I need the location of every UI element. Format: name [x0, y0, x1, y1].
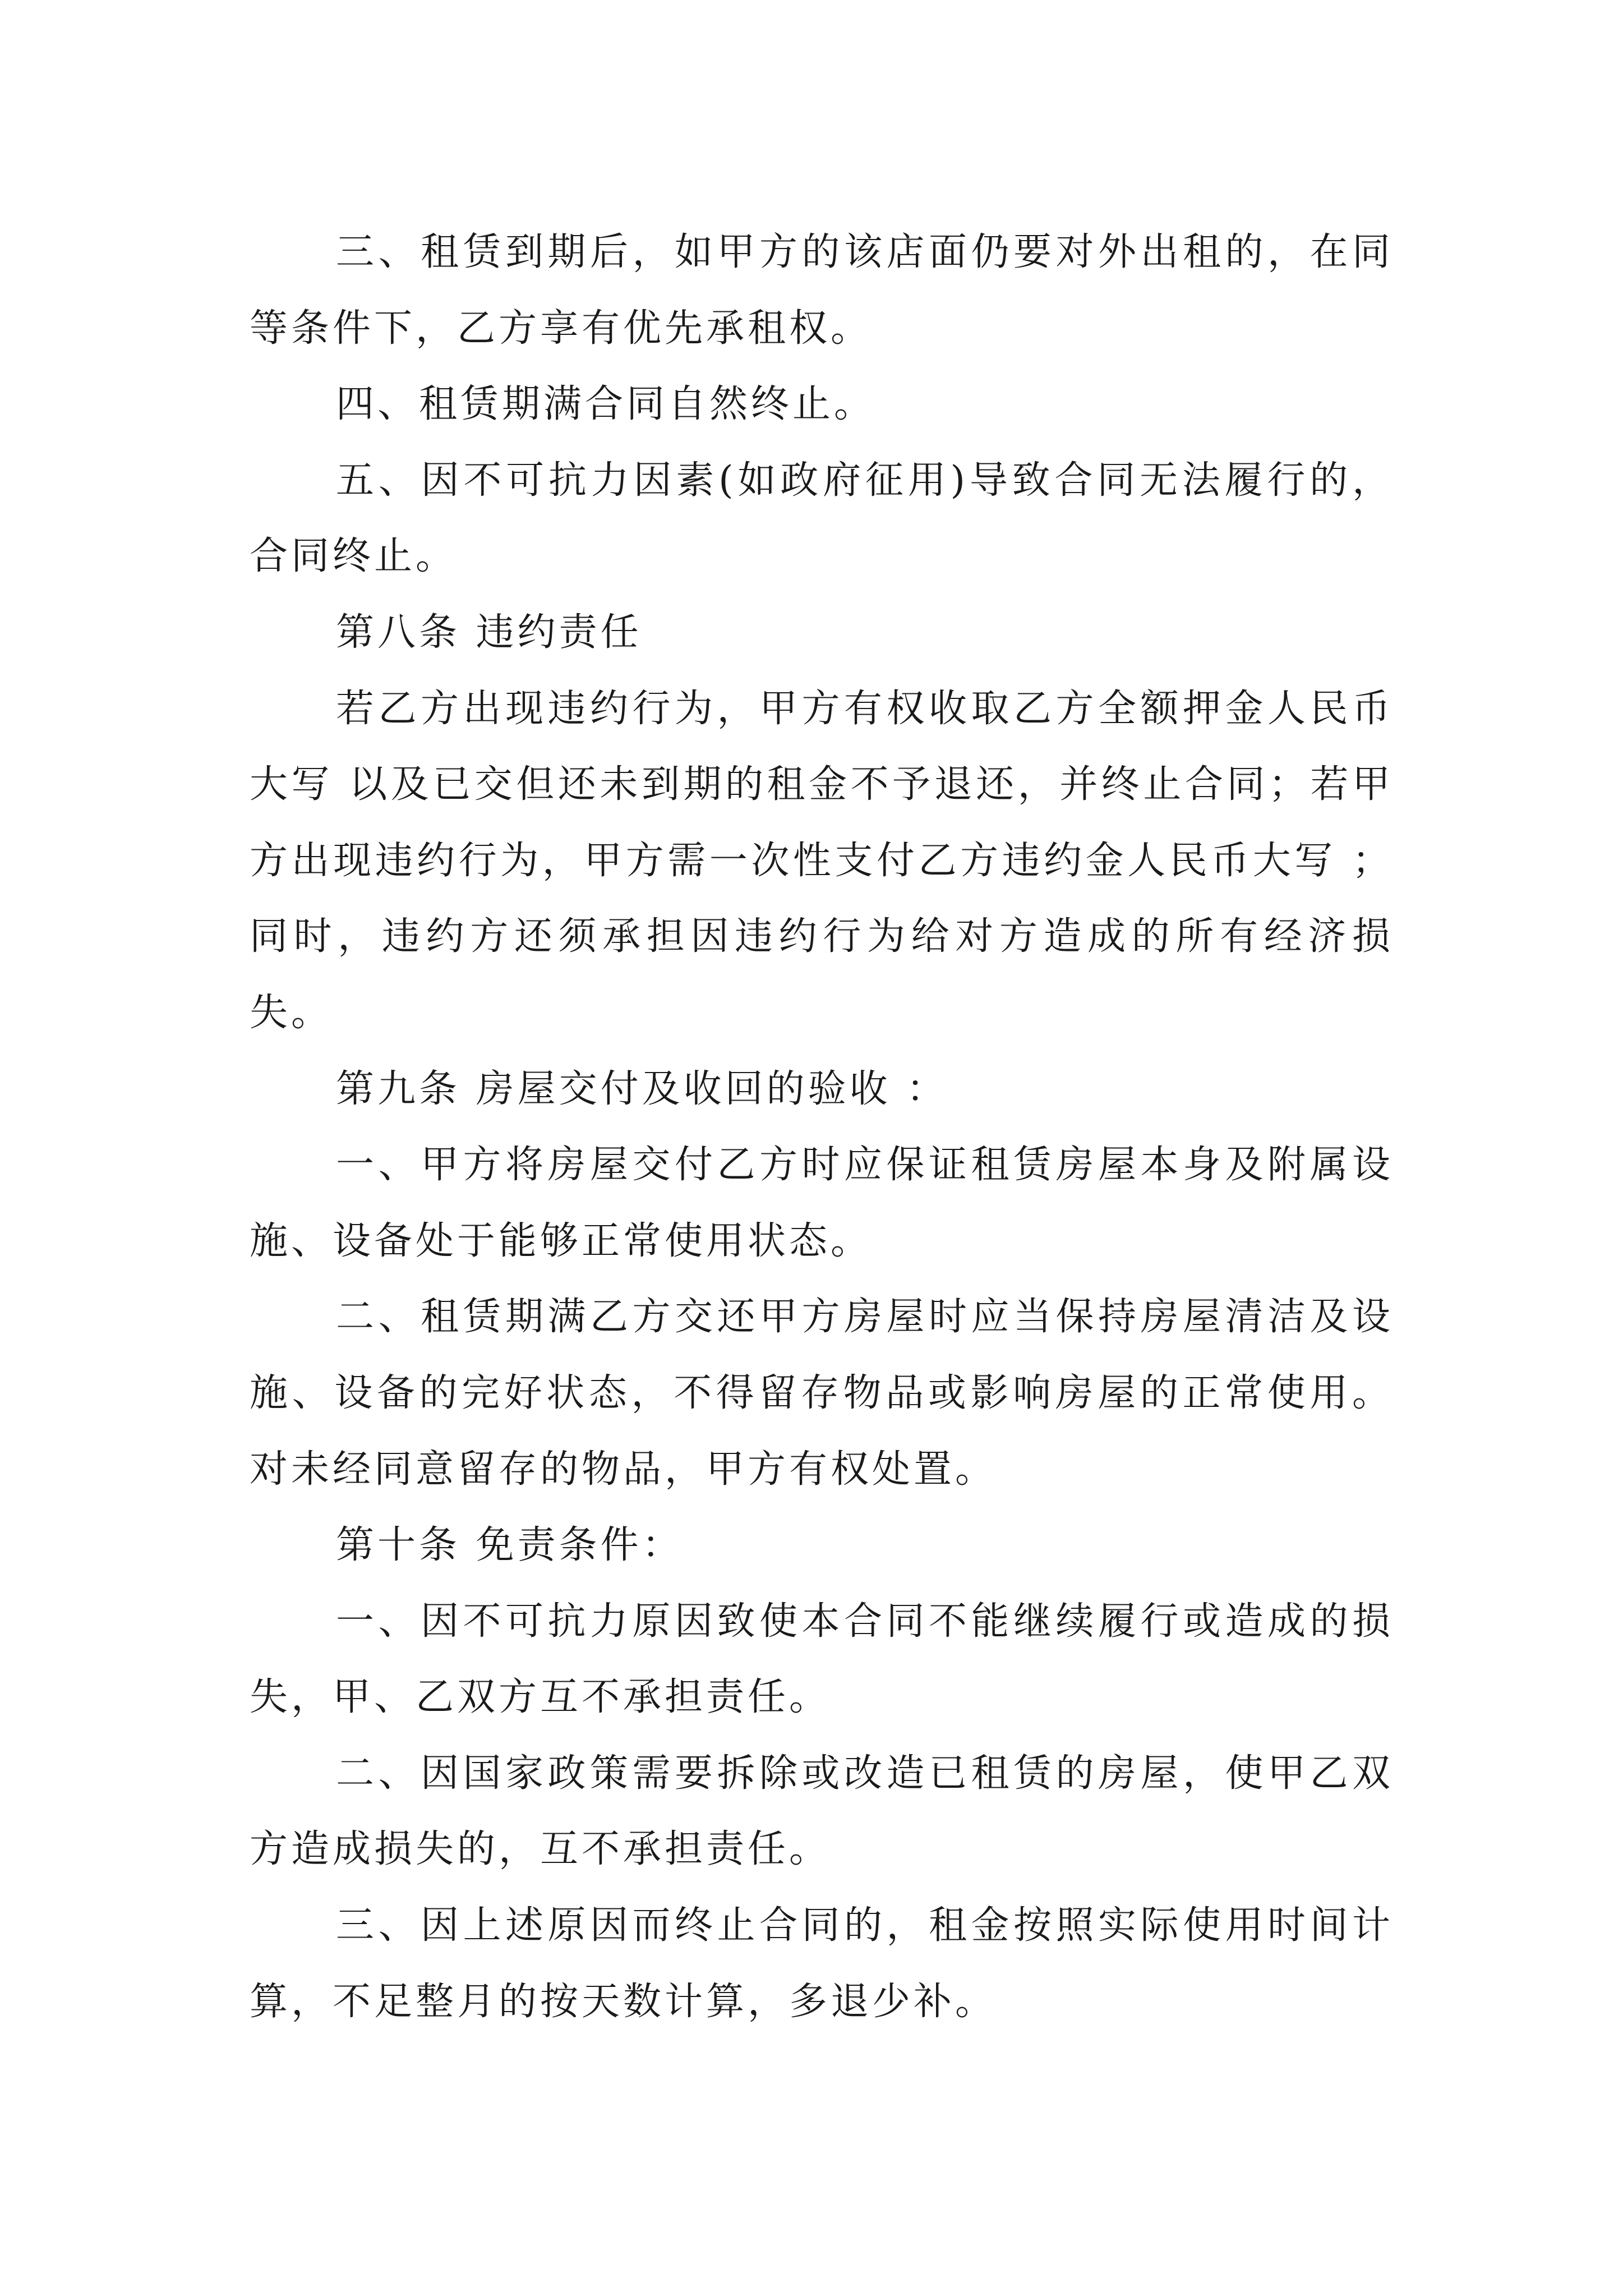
paragraph-delivery-2: 二、租赁期满乙方交还甲方房屋时应当保持房屋清洁及设施、设备的完好状态，不得留存物品或影响房屋的正常使用。对未经同意留存的物品，甲方有权处置。	[250, 1295, 1394, 1492]
article-8-heading: 第八条 违约责任	[336, 610, 642, 655]
paragraph-clause-3-renewal: 三、租赁到期后，如甲方的该店面仍要对外出租的，在同等条件下，乙方享有优先承租权。	[250, 230, 1394, 351]
paragraph-clause-4-expiry: 四、租赁期满合同自然终止。	[336, 382, 876, 427]
paragraph-breach-liability: 若乙方出现违约行为，甲方有权收取乙方全额押金人民币 大写 以及已交但还未到期的租金不予退还，并终止合同；若甲方出现违约行为，甲方需一次性支付乙方违约金人民币大写 ；同时，违约方还须承担因违约行为给对方造成的所有经济损失。	[250, 686, 1394, 1035]
article-9-heading: 第九条 房屋交付及收回的验收 ：	[336, 1066, 948, 1111]
paragraph-exemption-2: 二、因国家政策需要拆除或改造已租赁的房屋，使甲乙双方造成损失的，互不承担责任。	[250, 1751, 1394, 1872]
article-10-heading: 第十条 免责条件：	[336, 1523, 684, 1568]
paragraph-exemption-1: 一、因不可抗力原因致使本合同不能继续履行或造成的损失，甲、乙双方互不承担责任。	[250, 1599, 1394, 1720]
contract-body	[250, 214, 1394, 2040]
paragraph-delivery-1: 一、甲方将房屋交付乙方时应保证租赁房屋本身及附属设施、设备处于能够正常使用状态。	[250, 1143, 1394, 1263]
paragraph-clause-5-force-majeure: 五、因不可抗力因素(如政府征用)导致合同无法履行的，合同终止。	[250, 458, 1394, 579]
paragraph-exemption-3: 三、因上述原因而终止合同的，租金按照实际使用时间计算，不足整月的按天数计算，多退少补。	[250, 1903, 1394, 2024]
